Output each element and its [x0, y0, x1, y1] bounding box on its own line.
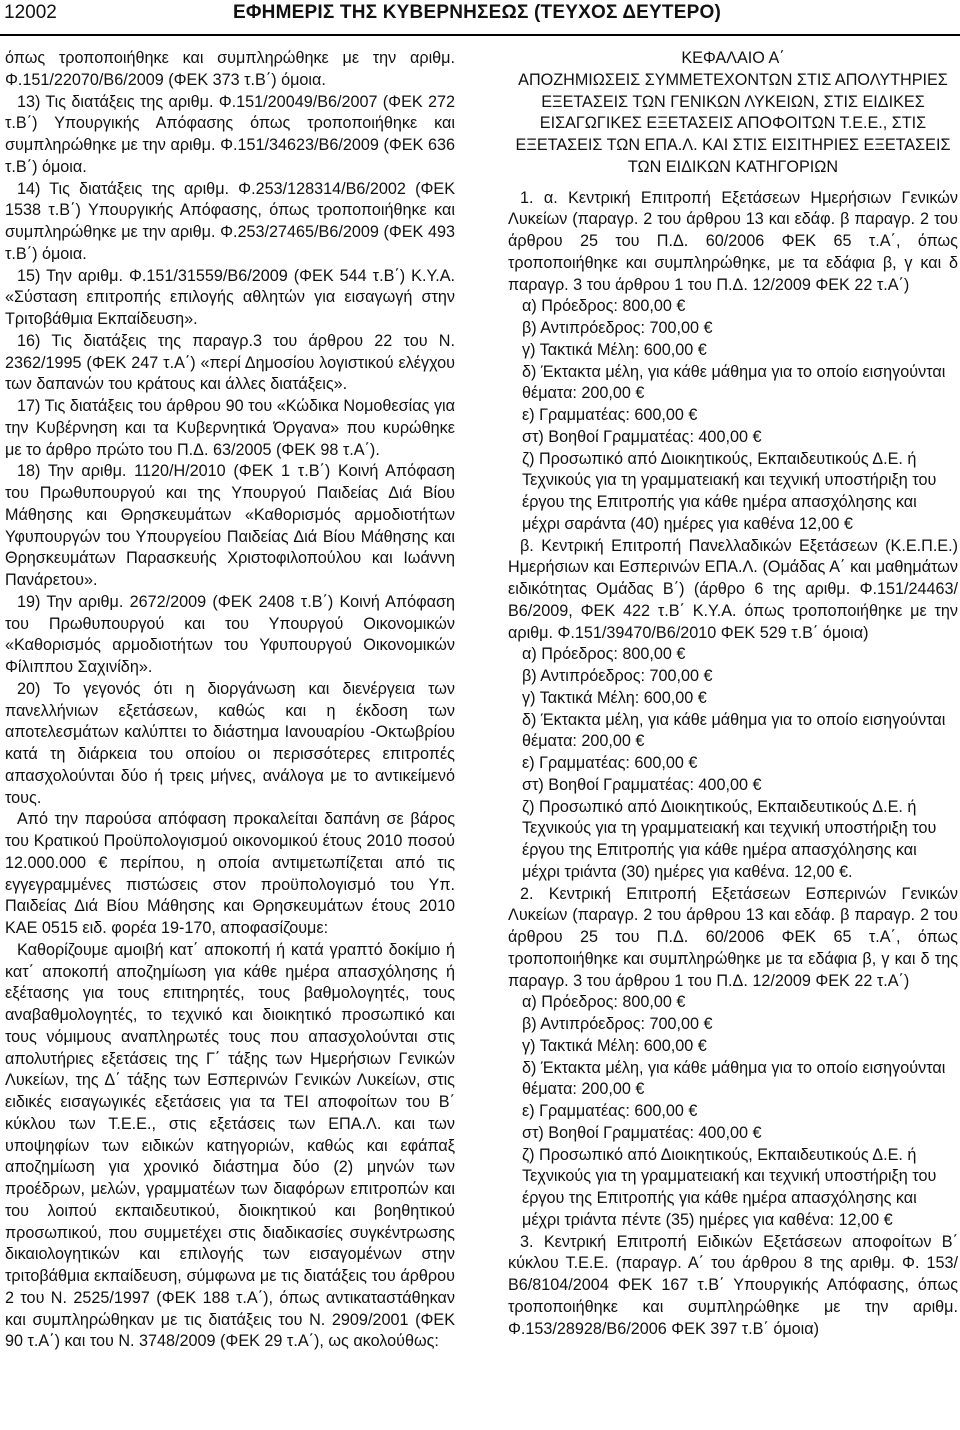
- amount-line: ζ) Προσωπικό από Διοικητικούς, Εκπαιδευτικούς Δ.Ε. ή Τεχνικούς για τη γραμματειακή και τεχνική υποστήριξη του έργου της Επιτροπής για κάθε ημέρα απασχόλησης και μέχρι σαράντα (40) ημέρες για καθένα 12,00 €: [522, 449, 937, 533]
- amount-line: α) Πρόεδρος: 800,00 €: [522, 297, 686, 316]
- right-column: [508, 48, 958, 1340]
- amount-line: β) Αντιπρόεδρος: 700,00 €: [522, 667, 713, 685]
- paragraph: 16) Τις διατάξεις της παραγρ.3 του άρθρου 22 του Ν. 2362/1995 (ΦΕΚ 247 τ.Α΄) «περί Δημοσίου λογιστικού ελέγχου των δαπανών του κράτους και άλλες διατάξεις».: [5, 331, 455, 394]
- paragraph: 17) Τις διατάξεις του άρθρου 90 του «Κώδικα Νομοθεσίας για την Κυβέρνηση και τα Κυβερνητικά Όργανα» που κυρώθηκε με το άρθρο πρώτο του Π.Δ. 63/2005 (ΦΕΚ 98 τ.Α΄).: [5, 397, 455, 459]
- paragraph: 20) Το γεγονός ότι η διοργάνωση και διενέργεια των πανελλήνιων εξετάσεων, καθώς και η έκδοση των αποτελεσμάτων καλύπτει το διάστημα Ιανουαρίου -Οκτωβρίου κατά τη διάρκεια του οποίου οι περισσότερες επιτροπές απασχολούνται δύο ή τρεις μήνες, ανάλογα με το αντικείμενό τους.: [5, 679, 455, 807]
- amount-line: στ) Βοηθοί Γραμματέας: 400,00 €: [522, 775, 762, 794]
- paragraph: όπως τροποποιήθηκε και συμπληρώθηκε με την αριθμ. Φ.151/22070/Β6/2009 (ΦΕΚ 373 τ.Β΄) όμοια.: [5, 49, 455, 89]
- amount-line: β) Αντιπρόεδρος: 700,00 €: [522, 319, 713, 337]
- amount-line: στ) Βοηθοί Γραμματέας: 400,00 €: [522, 427, 762, 446]
- chapter-heading: ΚΕΦΑΛΑΙΟ Α΄: [681, 49, 785, 67]
- amount-line: β) Αντιπρόεδρος: 700,00 €: [522, 1015, 713, 1033]
- page-number: 12002: [4, 2, 57, 23]
- amount-line: ζ) Προσωπικό από Διοικητικούς, Εκπαιδευτικούς Δ.Ε. ή Τεχνικούς για τη γραμματειακή και τεχνική υποστήριξη του έργου της Επιτροπής για κάθε ημέρα απασχόλησης και μέχρι τριάντα πέντε (35) ημέρες για καθένα: 12,00 €: [522, 1145, 937, 1229]
- amount-line: ζ) Προσωπικό από Διοικητικούς, Εκπαιδευτικούς Δ.Ε. ή Τεχνικούς για τη γραμματειακή και τεχνική υποστήριξη του έργου της Επιτροπής για κάθε ημέρα απασχόλησης και μέχρι τριάντα (30) ημέρες για καθένα. 12,00 €.: [522, 797, 937, 881]
- paragraph: 15) Την αριθμ. Φ.151/31559/Β6/2009 (ΦΕΚ 544 τ.Β΄) Κ.Υ.Α. «Σύσταση επιτροπής επιλογής αθλητών για εισαγωγή στην Τριτοβάθμια Εκπαίδευση».: [5, 266, 455, 328]
- paragraph: 18) Την αριθμ. 1120/Η/2010 (ΦΕΚ 1 τ.Β΄) Κοινή Απόφαση του Πρωθυπουργού και της Υπουργού Παιδείας Διά Βίου Μάθησης και Θρησκευμάτων «Καθορισμός αρμοδιοτήτων Υφυπουργών του Υπουργείου Παιδείας Διά Βίου Μάθησης και Θρησκευμάτων Παρασκευής Χριστοφιλοπούλου και Ιωάννη Πανάρετου».: [5, 462, 455, 589]
- amount-line: α) Πρόεδρος: 800,00 €: [522, 645, 686, 664]
- paragraph: 14) Τις διατάξεις της αριθμ. Φ.253/128314/Β6/2002 (ΦΕΚ 1538 τ.Β΄) Υπουργικής Απόφασης, όπως τροποποιήθηκε και συμπληρώθηκε με την αριθμ. Φ.253/27465/Β6/2009 (ΦΕΚ 493 τ.Β΄) όμοια.: [5, 179, 455, 263]
- amount-line: γ) Τακτικά Μέλη: 600,00 €: [522, 1036, 707, 1055]
- amount-line: ε) Γραμματέας: 600,00 €: [522, 1102, 698, 1120]
- section-intro: β. Κεντρική Επιτροπή Πανελλαδικών Εξετάσεων (Κ.Ε.Π.Ε.) Ημερήσιων και Εσπερινών ΕΠΑ.Λ. (Ομάδας Α΄ και μαθημάτων ειδικότητας Ομάδας Β΄) (άρθρο 6 της αριθμ. Φ.151/24463/Β6/2009, ΦΕΚ 422 τ.Β΄ Κ.Υ.Α. όπως τροποποιήθηκε με την αριθμ. Φ.151/39470/Β6/2010 ΦΕΚ 529 τ.Β΄ όμοια): [508, 536, 958, 642]
- amount-line: α) Πρόεδρος: 800,00 €: [522, 993, 686, 1012]
- section-intro: 3. Κεντρική Επιτροπή Ειδικών Εξετάσεων αποφοίτων Β΄ κύκλου Τ.Ε.Ε. (παραγρ. Α΄ του άρθρου 8 της αριθμ. Φ. 153/Β6/8104/2004 ΦΕΚ 167 τ.Β΄ Υπουργικής Απόφασης, όπως τροποποιήθηκε και συμπληρώθηκε με την αριθμ. Φ.153/28928/Β6/2006 ΦΕΚ 397 τ.Β΄ όμοια): [508, 1232, 958, 1338]
- amount-line: γ) Τακτικά Μέλη: 600,00 €: [522, 340, 707, 359]
- paragraph: Καθορίζουμε αμοιβή κατ΄ αποκοπή ή κατά γραπτό δοκίμιο ή κατ΄ αποκοπή αποζημίωση για κάθε ημέρα απασχόλησης ή εξέτασης για τους επιτηρητές, τους βαθμολογητές, τους αναβαθμολογητές, το τεχνικό και διοικητικό προσωπικό και τους νόμιμους αναπληρωτές τους που απασχολούνται στις απολυτήριες εξετάσεις της Γ΄ τάξης των Ημερήσιων Γενικών Λυκείων, της Δ΄ τάξης των Εσπερινών Γενικών Λυκείων, στις ειδικές εισαγωγικές εξετάσεις για τα ΤΕΙ αποφοίτων του Β΄ κύκλου των Τ.Ε.Ε., στις εξετάσεις των ΕΠΑ.Λ. και των υποψηφίων των ειδικών κατηγοριών, καθώς και εφάπαξ αποζημίωση για χρονικό διάστημα δύο (2) μηνών των προέδρων, μελών, γραμματέων των διαφόρων επιτροπών και του λοιπού εκπαιδευτικού, διοικητικού και βοηθητικού προσωπικού, που συμμετέχει στις διαδικασίες συγκέντρωσης δικαιολογητικών και επιλογής των εισαγομένων στην τριτοβάθμια εκπαίδευση, σύμφωνα με τις διατάξεις του άρθρου 2 του Ν. 2525/1997 (ΦΕΚ 188 τ.Α΄), όπως αντικαταστάθηκαν και συμπληρώθηκαν με τις διατάξεις του Ν. 2909/2001 (ΦΕΚ 90 τ.Α΄) και του Ν. 3748/2009 (ΦΕΚ 29 τ.Α΄), ως ακολούθως:: [5, 940, 455, 1351]
- left-column: [5, 48, 455, 1353]
- chapter-title: ΑΠΟΖΗΜΙΩΣΕΙΣ ΣΥΜΜΕΤΕΧΟΝΤΩΝ ΣΤΙΣ ΑΠΟΛΥΤΗΡΙΕΣ ΕΞΕΤΑΣΕΙΣ ΤΩΝ ΓΕΝΙΚΩΝ ΛΥΚΕΙΩΝ, ΣΤΙΣ ΕΙΔΙΚΕΣ ΕΙΣΑΓΩΓΙΚΕΣ ΕΞΕΤΑΣΕΙΣ ΑΠΟΦΟΙΤΩΝ Τ.Ε.Ε., ΣΤΙΣ ΕΞΕΤΑΣΕΙΣ ΤΩΝ ΕΠΑ.Λ. ΚΑΙ ΣΤΙΣ ΕΙΣΙΤΗΡΙΕΣ ΕΞΕΤΑΣΕΙΣ ΤΩΝ ΕΙΔΙΚΩΝ ΚΑΤΗΓΟΡΙΩΝ: [515, 70, 951, 176]
- section-intro: 1. α. Κεντρική Επιτροπή Εξετάσεων Ημερήσιων Γενικών Λυκείων (παραγρ. 2 του άρθρου 13 και εδάφ. β παραγρ. 2 του άρθρου 25 του Π.Δ. 60/2006 ΦΕΚ 65 τ.Α΄, όπως τροποποιήθηκε και συμπληρώθηκε, με τα εδάφια β, γ και δ παραγρ. 3 του άρθρου 1 του Π.Δ. 12/2009 ΦΕΚ 22 τ.Α΄): [508, 188, 958, 294]
- amount-line: δ) Έκτακτα μέλη, για κάθε μάθημα για το οποίο εισηγούνται θέματα: 200,00 €: [522, 710, 946, 751]
- paragraph: Από την παρούσα απόφαση προκαλείται δαπάνη σε βάρος του Κρατικού Προϋπολογισμού οικονομικού έτους 2010 ποσού 12.000.000 € περίπου, η οποία αντιμετωπίζεται από τις εγγεγραμμένες πιστώσεις στον προϋπολογισμό του Υπ. Παιδείας Διά Βίου Μάθησης και Θρησκευμάτων έτους 2010 ΚΑΕ 0515 ειδ. φορέα 19-170, αποφασίζουμε:: [5, 810, 455, 937]
- amount-line: δ) Έκτακτα μέλη, για κάθε μάθημα για το οποίο εισηγούνται θέματα: 200,00 €: [522, 1058, 946, 1099]
- amount-line: γ) Τακτικά Μέλη: 600,00 €: [522, 688, 707, 707]
- amount-line: ε) Γραμματέας: 600,00 €: [522, 754, 698, 772]
- section-intro: 2. Κεντρική Επιτροπή Εξετάσεων Εσπερινών Γενικών Λυκείων (παραγρ. 2 του άρθρου 13 και εδάφ. β παραγρ. 2 του άρθρου 25 του Π.Δ. 60/2006 ΦΕΚ 65 τ.Α΄, όπως τροποποιήθηκε και συμπληρώθηκε με τα εδάφια β, γ και δ της παραγρ. 3 του άρθρου 1 του Π.Δ. 12/2009 ΦΕΚ 22 τ.Α΄): [508, 884, 958, 990]
- paragraph: 19) Την αριθμ. 2672/2009 (ΦΕΚ 2408 τ.Β΄) Κοινή Απόφαση του Πρωθυπουργού και του Υπουργού Οικονομικών «Καθορισμός αρμοδιοτήτων του Υφυπουργού Οικονομικών Φίλιππου Σαχινίδη».: [5, 592, 455, 676]
- amount-line: στ) Βοηθοί Γραμματέας: 400,00 €: [522, 1123, 762, 1142]
- header-rule: [0, 34, 960, 36]
- amount-line: ε) Γραμματέας: 600,00 €: [522, 406, 698, 424]
- page-header: [0, 0, 960, 34]
- amount-line: δ) Έκτακτα μέλη, για κάθε μάθημα για το οποίο εισηγούνται θέματα: 200,00 €: [522, 362, 946, 403]
- gazette-title: ΕΦΗΜΕΡΙΣ ΤΗΣ ΚΥΒΕΡΝΗΣΕΩΣ (ΤΕΥΧΟΣ ΔΕΥΤΕΡΟ): [233, 2, 721, 23]
- paragraph: 13) Τις διατάξεις της αριθμ. Φ.151/20049/Β6/2007 (ΦΕΚ 272 τ.Β΄) Υπουργικής Απόφασης όπως τροποποιήθηκε και συμπληρώθηκε με την αριθμ. Φ.151/34623/Β6/2009 (ΦΕΚ 636 τ.Β΄) όμοια.: [5, 92, 455, 176]
